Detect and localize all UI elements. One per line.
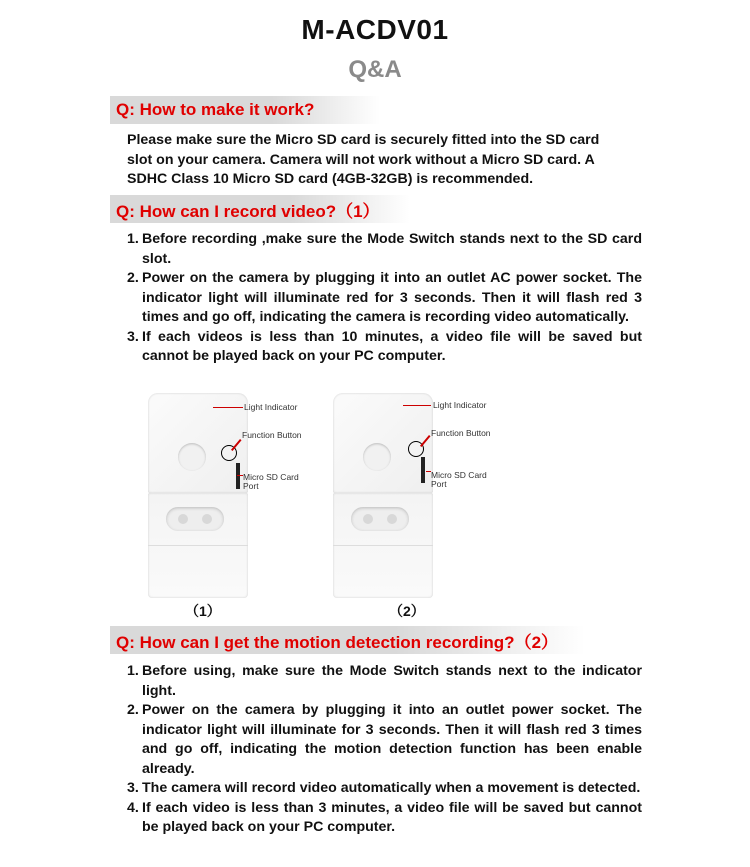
pin <box>178 514 188 524</box>
answer-1-line: SDHC Class 10 Micro SD card (4GB-32GB) is recommended. <box>127 171 534 187</box>
question-1-text: Q: How to make it work? <box>116 100 315 119</box>
list-item-text: The camera will record video automatically when a movement is detected. <box>142 780 641 796</box>
pin <box>387 514 397 524</box>
socket-graphic <box>351 507 409 531</box>
list-item-text: Power on the camera by plugging it into an outlet power socket. The indicator light will illuminate for 3 seconds. Then it will flash red 3 times and go off, indicating the motion detection function has been enable already. <box>142 702 642 777</box>
device-body <box>333 493 433 598</box>
question-banner-3 <box>110 626 585 654</box>
list-item <box>127 799 642 838</box>
list-item-text: Power on the camera by plugging it into an outlet AC power socket. The indicator light will illuminate red for 3 seconds. Then it will flash red 3 times and go off, indicating the camera is recording video automatically. <box>142 270 642 325</box>
label-light-indicator-1: Light Indicator <box>244 402 298 412</box>
answer-1-line: slot on your camera. Camera will not work without a Micro SD card. A <box>127 151 595 168</box>
callout-line <box>213 407 243 408</box>
label-sd-port-line: Micro SD Card <box>431 470 487 480</box>
camera-device-2 <box>333 393 433 598</box>
question-3-text: Q: How can I get the motion detection recording?（2） <box>116 632 559 652</box>
list-item-number: 3. <box>127 328 139 345</box>
list-item-text: If each videos is less than 10 minutes, a video file will be saved but cannot be played back on your PC computer. <box>142 328 642 364</box>
seam <box>148 545 248 546</box>
function-button-graphic <box>178 443 206 471</box>
pin <box>202 514 212 524</box>
label-function-button-2: Function Button <box>431 428 491 438</box>
answer-3-list <box>127 662 642 838</box>
page-subtitle: Q&A <box>348 56 402 83</box>
list-item-number: 4. <box>127 799 139 816</box>
list-item-text: Before using, make sure the Mode Switch stands next to the indicator light. <box>142 663 642 699</box>
product-figures <box>145 393 565 623</box>
list-item-number: 3. <box>127 780 139 796</box>
list-item <box>127 662 642 701</box>
pin <box>363 514 373 524</box>
list-item <box>127 269 642 328</box>
label-light-indicator-2: Light Indicator <box>433 400 487 410</box>
device-flap <box>148 393 248 493</box>
list-item <box>127 701 642 779</box>
function-button-graphic <box>363 443 391 471</box>
list-item <box>127 328 642 367</box>
question-banner-2 <box>110 195 410 223</box>
label-sd-port-line: Port <box>431 479 447 489</box>
list-item-number: 2. <box>127 270 139 286</box>
label-sd-port-1 <box>243 473 299 491</box>
figure-caption-2: （2） <box>389 603 425 619</box>
sd-slot-graphic <box>236 463 240 489</box>
question-banner-1 <box>110 96 380 124</box>
list-item-number: 2. <box>127 702 139 718</box>
seam <box>333 545 433 546</box>
camera-device-1 <box>148 393 248 598</box>
socket-graphic <box>166 507 224 531</box>
answer-2-list <box>127 230 642 367</box>
page-title: M-ACDV01 <box>301 14 449 45</box>
list-item-number: 1. <box>127 663 139 679</box>
list-item-number: 1. <box>127 231 139 247</box>
label-function-button-1: Function Button <box>242 430 302 440</box>
device-body <box>148 493 248 598</box>
question-2-text: Q: How can I record video?（1） <box>116 201 380 221</box>
label-sd-port-2 <box>431 471 487 489</box>
figure-caption-1: （1） <box>185 603 221 619</box>
list-item <box>127 779 642 799</box>
answer-1-line: Please make sure the Micro SD card is securely fitted into the SD card <box>127 132 600 148</box>
label-sd-port-line: Micro SD Card <box>243 472 299 482</box>
label-sd-port-line: Port <box>243 481 259 491</box>
answer-1 <box>127 131 647 190</box>
list-item-text: If each video is less than 3 minutes, a video file will be saved but cannot be played back on your PC computer. <box>142 799 642 835</box>
list-item <box>127 230 642 269</box>
sd-slot-graphic <box>421 457 425 483</box>
callout-line <box>403 405 431 406</box>
list-item-text: Before recording ,make sure the Mode Switch stands next to the SD card slot. <box>142 231 642 267</box>
